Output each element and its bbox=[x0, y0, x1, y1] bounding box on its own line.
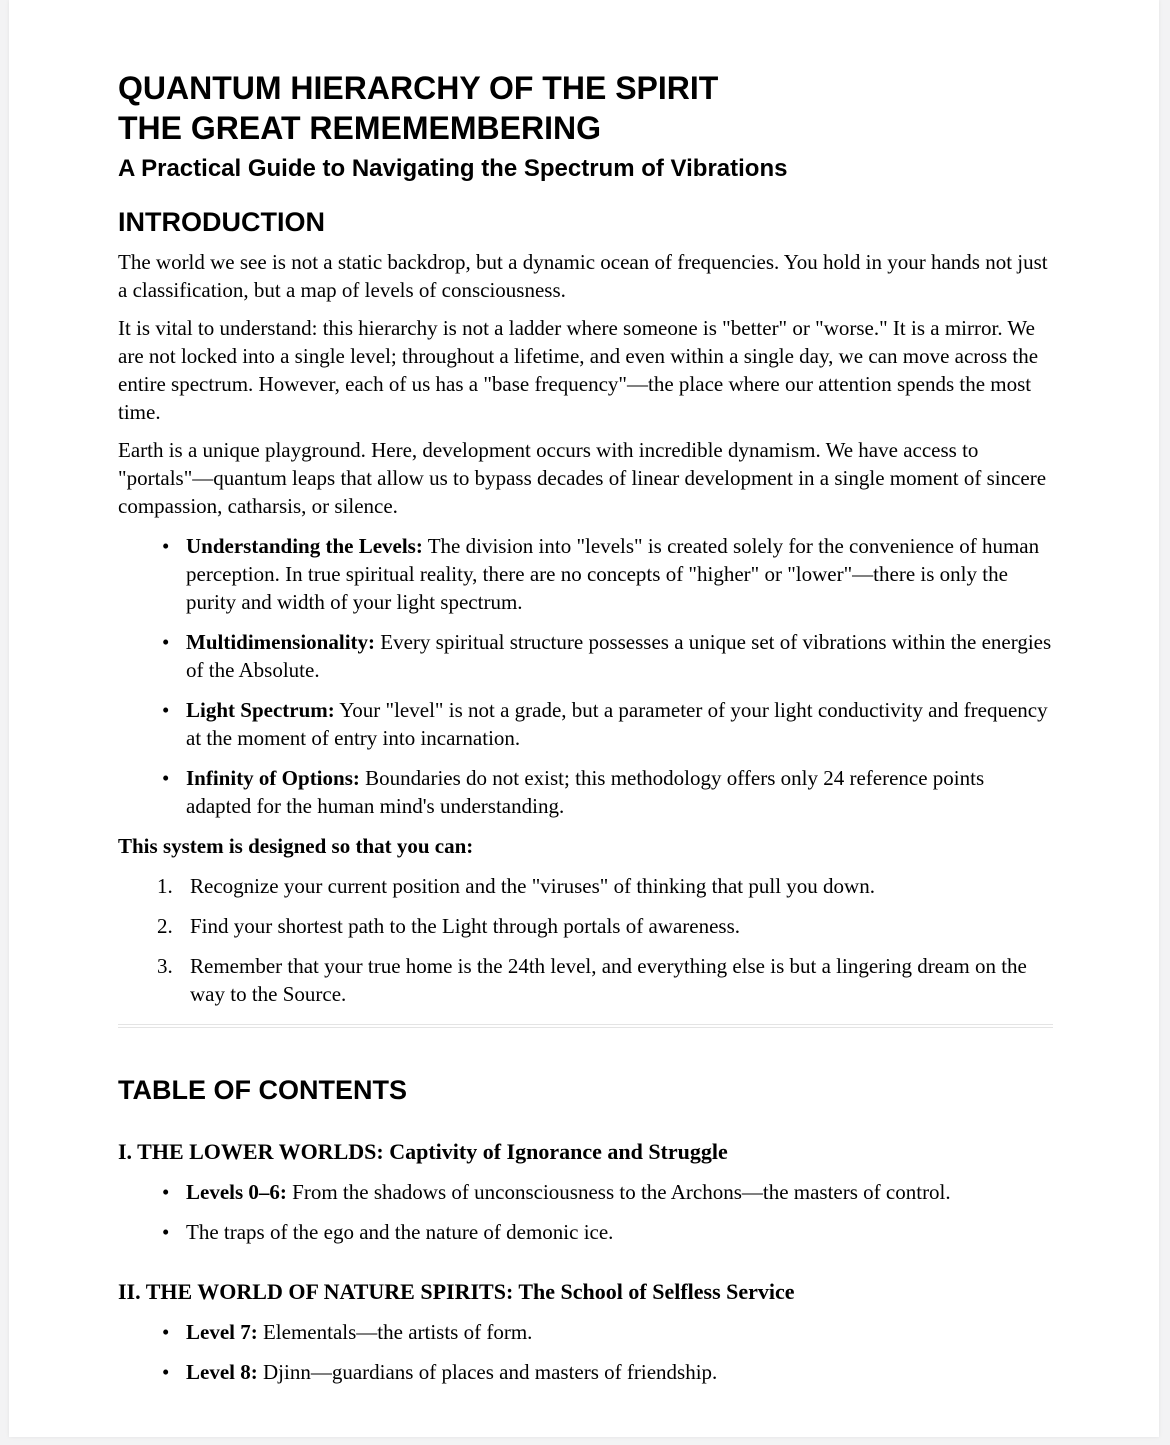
numbered-item-text: Remember that your true home is the 24th level, and everything else is but a lingering dream on the way to the Source. bbox=[190, 954, 1027, 1006]
numbered-item-text: Recognize your current position and the "viruses" of thinking that pull you down. bbox=[190, 874, 875, 898]
bullet-lead: Light Spectrum: bbox=[186, 698, 335, 722]
bullet-lead: Multidimensionality: bbox=[186, 630, 376, 654]
bullet-text: Every spiritual structure possesses a unique set of vibrations within the energies of the Absolute. bbox=[186, 630, 1052, 682]
list-item bbox=[186, 1178, 1053, 1206]
list-item bbox=[186, 696, 1053, 752]
section-heading-toc: TABLE OF CONTENTS bbox=[118, 1075, 407, 1105]
list-item bbox=[186, 764, 1053, 820]
section-heading-introduction: INTRODUCTION bbox=[118, 207, 325, 237]
bullet-text: Elementals—the artists of form. bbox=[257, 1320, 533, 1344]
bullet-lead: Level 7: bbox=[186, 1320, 258, 1344]
bullet-lead: Levels 0–6: bbox=[186, 1180, 287, 1204]
toc-section-2-list bbox=[118, 1318, 1053, 1386]
numbered-item bbox=[190, 912, 1053, 940]
bullet-text: The traps of the ego and the nature of demonic ice. bbox=[186, 1220, 614, 1244]
intro-paragraph-3: Earth is a unique playground. Here, development occurs with incredible dynamism. We have access to "portals"—quantum leaps that allow us to bypass decades of linear development in a single moment of sincere compassion, catharsis, or silence. bbox=[118, 438, 1047, 518]
section-divider bbox=[118, 1024, 1053, 1028]
system-designed-lead: This system is designed so that you can: bbox=[118, 834, 474, 858]
bullet-lead: Level 8: bbox=[186, 1360, 258, 1384]
bullet-text: From the shadows of unconsciousness to the Archons—the masters of control. bbox=[286, 1180, 951, 1204]
list-item bbox=[186, 628, 1053, 684]
toc-section-1-title: I. THE LOWER WORLDS: Captivity of Ignorance and Struggle bbox=[118, 1139, 728, 1164]
list-item bbox=[186, 1218, 1053, 1246]
title-line-2: THE GREAT REMEMEMBERING bbox=[118, 110, 601, 146]
document-title bbox=[118, 68, 1053, 148]
list-item bbox=[186, 1318, 1053, 1346]
intro-bullet-list bbox=[118, 532, 1053, 820]
bullet-text: Boundaries do not exist; this methodology offers only 24 reference points adapted for the human mind's understanding. bbox=[186, 766, 985, 818]
list-item bbox=[186, 532, 1053, 616]
bullet-lead: Infinity of Options: bbox=[186, 766, 360, 790]
bullet-lead: Understanding the Levels: bbox=[186, 534, 423, 558]
intro-paragraph-1: The world we see is not a static backdrop, but a dynamic ocean of frequencies. You hold in your hands not just a classification, but a map of levels of consciousness. bbox=[118, 250, 1048, 302]
bullet-text: The division into "levels" is created solely for the convenience of human perception. In true spiritual reality, there are no concepts of "higher" or "lower"—there is only the purity and width of your light spectrum. bbox=[186, 534, 1040, 614]
title-line-1: QUANTUM HIERARCHY OF THE SPIRIT bbox=[118, 70, 719, 106]
document-subtitle: A Practical Guide to Navigating the Spectrum of Vibrations bbox=[118, 155, 788, 182]
list-item bbox=[186, 1358, 1053, 1386]
bullet-text: Your "level" is not a grade, but a parameter of your light conductivity and frequency at the moment of entry into incarnation. bbox=[186, 698, 1048, 750]
numbered-item bbox=[190, 952, 1053, 1008]
intro-paragraph-2: It is vital to understand: this hierarchy is not a ladder where someone is "better" or "worse." It is a mirror. We are not locked into a single level; throughout a lifetime, and even within a single day, we can move across the entire spectrum. However, each of us has a "base frequency"—the place where our attention spends the most time. bbox=[118, 316, 1039, 424]
intro-numbered-list bbox=[118, 872, 1053, 1008]
document-page bbox=[9, 0, 1159, 1437]
numbered-item bbox=[190, 872, 1053, 900]
numbered-item-text: Find your shortest path to the Light through portals of awareness. bbox=[190, 914, 740, 938]
bullet-text: Djinn—guardians of places and masters of friendship. bbox=[257, 1360, 718, 1384]
toc-section-2-title: II. THE WORLD OF NATURE SPIRITS: The School of Selfless Service bbox=[118, 1279, 795, 1304]
toc-section-1-list bbox=[118, 1178, 1053, 1246]
